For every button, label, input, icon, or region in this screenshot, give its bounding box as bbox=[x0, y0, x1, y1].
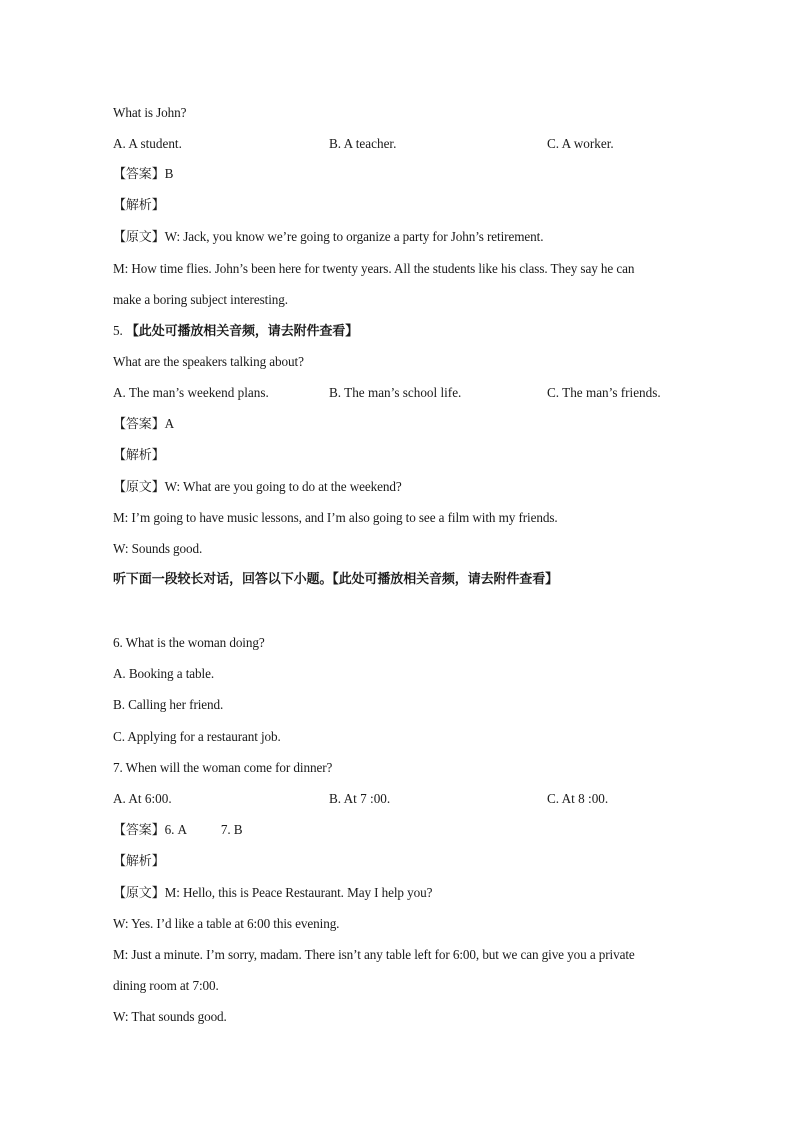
q67-transcript-line: W: Yes. I’d like a table at 6:00 this evening. bbox=[113, 916, 340, 931]
q5-analysis bbox=[113, 446, 165, 465]
transcript-label: 【原文】 bbox=[113, 886, 165, 901]
q5-number: 5. bbox=[113, 323, 123, 338]
transcript-text: W: What are you going to do at the weekend? bbox=[164, 479, 402, 494]
q4-option-b: B. A teacher. bbox=[329, 136, 397, 151]
answer-label: 【答案】 bbox=[113, 167, 165, 182]
q7-option-c: C. At 8 :00. bbox=[547, 791, 609, 806]
answer-6-value: 6. A bbox=[164, 822, 187, 837]
q7-question: 7. When will the woman come for dinner? bbox=[113, 760, 333, 775]
q4-option-c: C. A worker. bbox=[547, 136, 614, 151]
q7-option-a: A. At 6:00. bbox=[113, 791, 172, 806]
q4-transcript-line bbox=[113, 228, 543, 247]
transcript-text: M: Hello, this is Peace Restaurant. May I help you? bbox=[164, 885, 433, 900]
q5-header bbox=[113, 322, 358, 341]
q5-transcript-line: M: I’m going to have music lessons, and I’m also going to see a film with my friends. bbox=[113, 510, 558, 525]
q67-transcript-line bbox=[113, 884, 432, 903]
transcript-label: 【原文】 bbox=[113, 480, 165, 495]
q5-options bbox=[113, 384, 713, 402]
q67-transcript-line: dining room at 7:00. bbox=[113, 978, 219, 993]
q4-transcript-line: M: How time flies. John’s been here for twenty years. All the students like his class. They say he can bbox=[113, 261, 635, 276]
q4-option-a: A. A student. bbox=[113, 136, 182, 151]
q5-option-c: C. The man’s friends. bbox=[547, 385, 661, 400]
q67-answer bbox=[113, 821, 243, 840]
q6-option-a: A. Booking a table. bbox=[113, 666, 215, 681]
q4-answer bbox=[113, 165, 173, 184]
q5-option-b: B. The man’s school life. bbox=[329, 385, 462, 400]
answer-label: 【答案】 bbox=[113, 417, 165, 432]
transcript-label: 【原文】 bbox=[113, 230, 165, 245]
q7-options bbox=[113, 790, 713, 808]
answer-label: 【答案】 bbox=[113, 823, 165, 838]
q67-transcript-line: M: Just a minute. I’m sorry, madam. There isn’t any table left for 6:00, but we can give you a private bbox=[113, 947, 635, 962]
q4-transcript-line: make a boring subject interesting. bbox=[113, 292, 288, 307]
q67-analysis bbox=[113, 852, 165, 871]
q5-transcript-line: W: Sounds good. bbox=[113, 541, 203, 556]
q4-question: What is John? bbox=[113, 105, 187, 120]
analysis-label: 【解析】 bbox=[113, 448, 165, 463]
q5-audio-note: 【此处可播放相关音频，请去附件查看】 bbox=[125, 324, 359, 339]
answer-value: B bbox=[164, 166, 174, 181]
q7-option-b: B. At 7 :00. bbox=[329, 791, 391, 806]
answer-value: A bbox=[164, 416, 175, 431]
analysis-label: 【解析】 bbox=[113, 198, 165, 213]
q4-options bbox=[113, 135, 713, 153]
q5-transcript-line bbox=[113, 478, 402, 497]
q6-option-b: B. Calling her friend. bbox=[113, 697, 224, 712]
q5-question: What are the speakers talking about? bbox=[113, 354, 304, 369]
answer-7-value: 7. B bbox=[220, 822, 243, 837]
section-instruction: 听下面一段较长对话，回答以下小题。【此处可播放相关音频，请去附件查看】 bbox=[113, 572, 559, 587]
transcript-text: W: Jack, you know we’re going to organize a party for John’s retirement. bbox=[164, 229, 544, 244]
q4-analysis bbox=[113, 196, 165, 215]
q5-option-a: A. The man’s weekend plans. bbox=[113, 385, 269, 400]
analysis-label: 【解析】 bbox=[113, 854, 165, 869]
q5-answer bbox=[113, 415, 174, 434]
q6-option-c: C. Applying for a restaurant job. bbox=[113, 729, 281, 744]
q6-question: 6. What is the woman doing? bbox=[113, 635, 265, 650]
q67-transcript-line: W: That sounds good. bbox=[113, 1009, 227, 1024]
